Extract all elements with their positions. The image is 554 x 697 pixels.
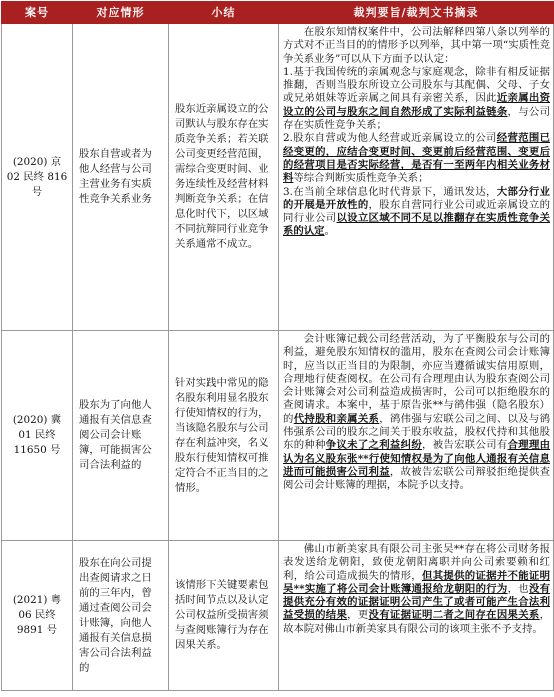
situation-cell: 股东为了向他人通报有关信息查阅公司会计账簿，可能损害公司合法利益的 — [73, 331, 169, 541]
emphasized-text: 没有证据证明二者之间存在因果关系 — [368, 609, 540, 622]
text-segment: ，故本院对佛山市新美家具有限公司的该项主张不予支持。 — [283, 609, 551, 635]
case-number-cell: (2020) 冀 01 民终 11650 号 — [2, 331, 73, 541]
text-segment: ，股东自营同行业公司或近亲属设立的同行业公司 — [283, 198, 551, 225]
header-abstract: 裁判要旨/裁判文书摘录 — [279, 2, 554, 24]
header-case-number: 案号 — [2, 2, 73, 24]
table-row — [2, 541, 554, 691]
summary-cell: 针对实践中常见的隐名股东利用显名股东行使知情权的行为，当该隐名股东与公司存在利益冲突，名义股东行使知情权可推定符合不正当目的之情形。 — [169, 331, 279, 541]
summary-cell: 股东近亲属设立的公司默认与股东存在实质竞争关系；若关联公司变更经营范围，需综合变更时间、业务连续性及经营材料判断竞争关系；在信息化时代下，以区域不同抗辩同行业竞争关系通常不成立。 — [169, 24, 279, 331]
text-segment: 。 — [324, 225, 335, 238]
situation-cell: 股东自营或者为他人经营与公司主营业务有实质性竞争关系业务 — [73, 24, 169, 331]
emphasized-text: 没有提供充分有效的证据证明公司产生了或者可能产生合法利益受损的结果 — [283, 582, 550, 622]
abstract-cell — [279, 331, 554, 541]
case-table — [1, 1, 554, 691]
header-situation: 对应情形 — [73, 2, 169, 24]
abstract-item-2 — [283, 132, 550, 185]
abstract-text — [283, 543, 550, 636]
text-segment: ，也 — [507, 582, 529, 595]
emphasized-text: 但其提供的证据并不能证明吴**实施了将公司会计账簿通报给龙朝阳的行为 — [283, 569, 551, 595]
summary-cell: 该情形下关键要素包括时间节点以及认定公司权益所受损害须与查阅账簿行为存在因果关系。 — [169, 541, 279, 691]
text-segment: 会计账簿记载公司经营活动，为了平衡股东与公司的利益，避免股东知情权的滥用，股东在查阅公司会计账簿时，应当以正当目的为限制，亦应当遵循诚实信用原则，合理地行使查阅权。在公司有合理理由认为股东查阅公司会计账簿会对公司利益造成损害时，公司可以拒绝股东的查阅请求。本案中，基于原告张**与鹆伟强（隐名股东）的 — [283, 333, 550, 425]
text-segment: ，故被告宏联公司辩驳拒绝提供查阅公司会计账簿的理据，本院予以支持。 — [283, 465, 550, 492]
text-segment: 2.股东自营或为他人经营或近亲属设立的公司 — [283, 132, 497, 145]
abstract-cell — [279, 24, 554, 331]
text-segment: ，被告宏联公司有 — [422, 439, 508, 452]
abstract-item-3 — [283, 186, 550, 239]
abstract-intro: 在股东知情权案件中，公司法解释四第八条以列举的方式对不正当目的的情形予以列举，其中第一项“实质性竞争关系业务”可以从下方面予以认定： — [283, 26, 550, 65]
case-number-cell: (2021) 粤 06 民终 9891 号 — [2, 541, 73, 691]
table-row — [2, 331, 554, 541]
text-segment: 佛山市新美家具有限公司主张吴**存在将公司财务报表发送给龙朝阳，致使龙朝阳离职并向公司索要赖和红利，给公司造成损失的情形， — [283, 543, 550, 582]
situation-cell: 股东在向公司提出查阅请求之日前的三年内，曾通过查阅公司会计账簿，向他人通报有关信息损害公司合法利益的 — [73, 541, 169, 691]
table-header-row — [2, 2, 554, 24]
abstract-text — [283, 333, 550, 493]
text-segment: 1.基于我国传统的亲属观念与家庭观念，除非有相反证据推翻，否则当股东所设立公司股东与其配偶、父母、子女或兄弟姐妹等近亲属之间具有亲密关系，因此 — [283, 65, 550, 105]
abstract-item-1 — [283, 66, 550, 132]
abstract-cell — [279, 541, 554, 691]
text-segment: ，与公司存在实质性竞争关系； — [283, 105, 550, 132]
emphasized-text: 经营范围已经变更的，应结合变更时间、变更前后经营范围、变更后的经营项目是否实际经营，是否有一至两年内相关业务材料 — [283, 132, 551, 185]
text-segment: ，更 — [347, 609, 369, 622]
emphasized-text: 争议未了之利益纠纷 — [325, 439, 423, 452]
emphasized-text: 大部分行业的开展是开放性的 — [283, 185, 551, 211]
table-row — [2, 24, 554, 331]
text-segment: 等综合判断实质性竞争关系； — [293, 172, 429, 185]
emphasized-text: 代持股和亲属关系 — [293, 412, 380, 425]
header-summary: 小结 — [169, 2, 279, 24]
text-segment: ，鹆伟强与宏联公司之间、以及与鹆伟强系公司的股东之间关于股东收益，股权代持和其他股东的种种 — [283, 412, 551, 452]
emphasized-text: 近亲属出资设立的公司与股东之间自然形成了实际利益链条 — [283, 92, 551, 118]
text-segment: 3.在当前全球信息化时代背景下，通讯发达， — [283, 185, 497, 198]
emphasized-text: 合理理由认为名义股东张**行使知情权是为了向他人通报有关信息进而可能损害公司利益 — [283, 439, 551, 478]
case-number-cell: (2020) 京 02 民终 816 号 — [2, 24, 73, 331]
emphasized-text: 以设立区域不同不足以推翻存在实质性竞争关系的认定 — [283, 212, 551, 238]
